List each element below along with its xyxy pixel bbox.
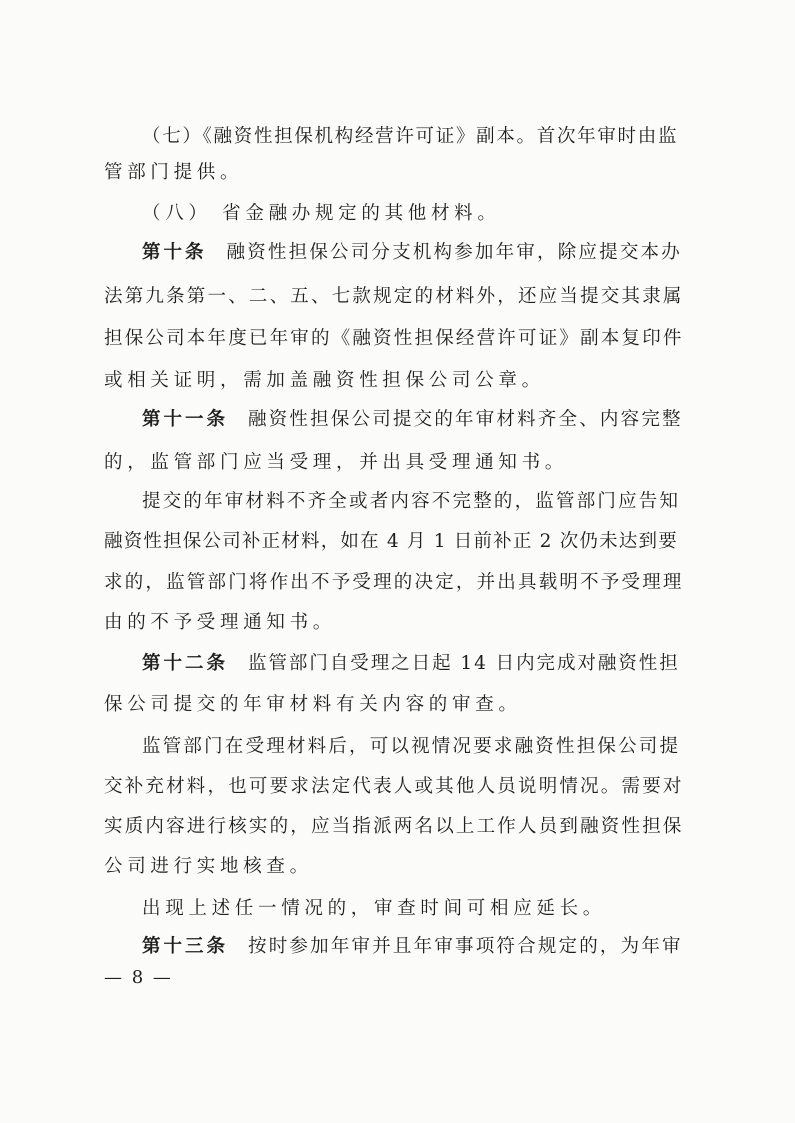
- article-10-line: 第十条 融资性担保公司分支机构参加年审，除应提交本办: [142, 242, 682, 263]
- article-heading: 第十条: [142, 242, 207, 263]
- paragraph-line: 保公司提交的年审材料有关内容的审查。: [104, 694, 522, 715]
- article-13-line: 第十三条 按时参加年审并且年审事项符合规定的，为年审: [142, 936, 683, 957]
- paragraph-line: （七）《融资性担保机构经营许可证》副本。首次年审时由监: [142, 126, 679, 147]
- article-12-line: 第十二条 监管部门自受理之日起 14 日内完成对融资性担: [142, 653, 680, 674]
- paragraph-line: 管部门提供。: [104, 162, 244, 183]
- paragraph-line: 实质内容进行核实的，应当指派两名以上工作人员到融资性担保: [104, 816, 684, 837]
- paragraph-line: 担保公司本年度已年审的《融资性担保经营许可证》副本复印件: [104, 328, 684, 349]
- paragraph-line: 融资性担保公司补正材料，如在 4 月 1 日前补正 2 次仍未达到要: [104, 531, 678, 552]
- article-heading: 第十二条: [142, 653, 229, 674]
- paragraph-line: 的，监管部门应当受理，并出具受理通知书。: [104, 452, 569, 473]
- article-heading: 第十三条: [142, 936, 229, 957]
- paragraph-line: 或相关证明，需加盖融资性担保公司公章。: [104, 370, 545, 391]
- paragraph-line: 提交的年审材料不齐全或者内容不完整的，监管部门应告知: [142, 491, 681, 512]
- paragraph-line: 法第九条第一、二、五、七款规定的材料外，还应当提交其隶属: [104, 286, 684, 307]
- paragraph-line: 由的不予受理通知书。: [104, 612, 337, 633]
- paragraph-line: 求的，监管部门将作出不予受理的决定，并出具载明不予受理理: [104, 572, 684, 593]
- paragraph-line: 交补充材料，也可要求法定代表人或其他人员说明情况。需要对: [104, 776, 684, 797]
- article-11-line: 第十一条 融资性担保公司提交的年审材料齐全、内容完整: [142, 409, 683, 430]
- article-heading: 第十一条: [142, 409, 229, 430]
- paragraph-line: 监管部门在受理材料后，可以视情况要求融资性担保公司提: [142, 736, 681, 757]
- paragraph-line: 公司进行实地核查。: [104, 856, 313, 877]
- paragraph-line: （八） 省金融办规定的其他材料。: [142, 203, 501, 224]
- page-number: — 8 —: [104, 967, 173, 988]
- paragraph-line: 出现上述任一情况的，审查时间可相应延长。: [142, 898, 607, 919]
